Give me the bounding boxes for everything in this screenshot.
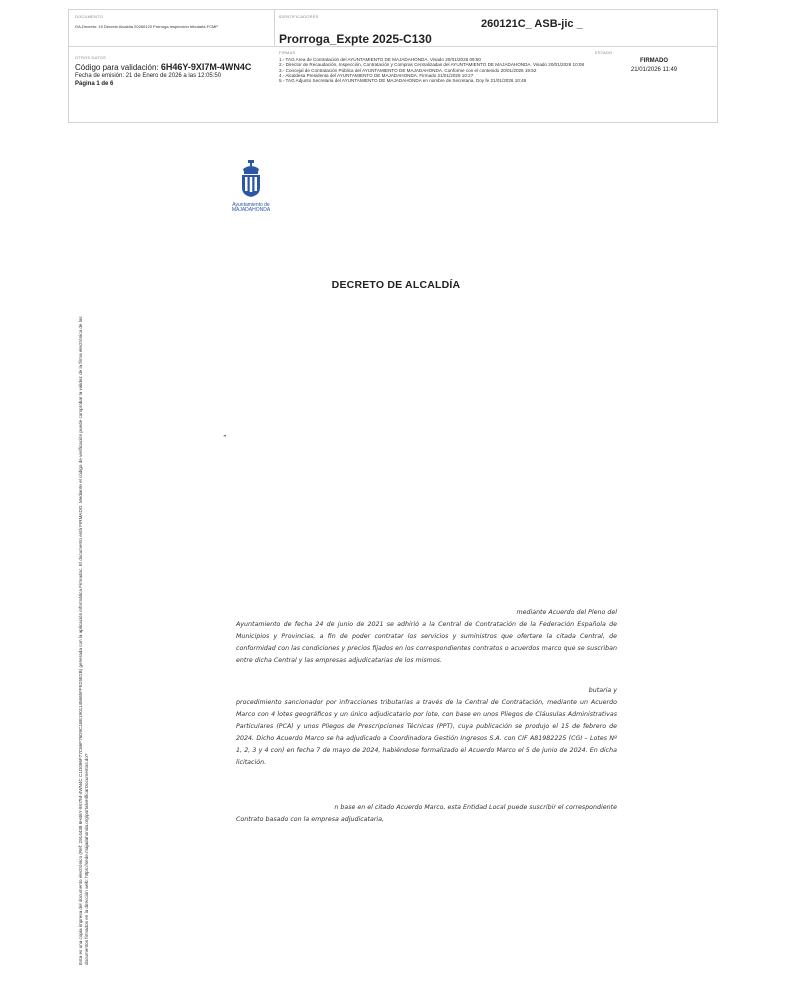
estado-value: FIRMADO bbox=[640, 58, 668, 64]
validation-code-value: 6H46Y-9XI7M-4WN4C bbox=[160, 62, 252, 72]
firma-item: 2.- Director de Recaudación, Inspección, Contratación y Compras Centralizadas del AYUNTAMIENTO DE MAJADAHONDA. Visado 20/01/2026 10:08 bbox=[279, 62, 585, 68]
validation-prefix: Código para validación: bbox=[75, 63, 159, 72]
header-divider bbox=[274, 10, 275, 46]
paragraph-2-body: procedimiento sancionador por infracciones tributarias a través de la Central de Contratación, mediante un Acuerdo Marco con 4 lotes geográficos y un único adjudicatario por lote, con base en unos Pliegos de Cláusulas Administrativas Particulares (PCA) y unos Pliegos de Prescripciones Técnicas (PPT), cuya publicación se produjo el 15 de febrero de 2024. Dicho Acuerdo Marco se ha adjudicado a Coordinadora Gestión Ingresos S.A. con CIF A81982225 (CGI – Lotes Nº 1, 2, 3 y 4 con) en fecha 7 de mayo de 2024, habiéndose formalizado el Acuerdo Marco el 5 de junio de 2024. En dicha licitación. bbox=[236, 699, 617, 766]
otros-datos-label: OTROS DATOS bbox=[75, 55, 106, 60]
logo-line2: MAJADAHONDA bbox=[231, 207, 271, 213]
documento-label: DOCUMENTO bbox=[75, 14, 103, 19]
paragraph-2-lead: butaria y bbox=[588, 687, 617, 694]
quote-mark: ” bbox=[223, 434, 226, 443]
firma-item: 1.- TAG Area de Contratacion del AYUNTAMIENTO DE MAJADAHONDA. Visado 20/01/2026 09:50 bbox=[279, 57, 481, 62]
ident-code: 260121C_ ASB-jic _ bbox=[481, 18, 583, 30]
ident-title: Prorroga_Expte 2025-C130 bbox=[279, 32, 432, 46]
municipal-logo bbox=[226, 160, 276, 213]
paragraph-1-body: Ayuntamiento de fecha 24 de junio de 2021 se adhirió a la Central de Contratación de la Federación Española de Municipios y Provincias, a fin de poder contratar los servicios y suministros que ofertare la citada Central, de conformidad con las condiciones y precios fijados en los correspondientes contratos o acuerdos marco que se suscriban entre dicha Central y las empresas adjudicatarias de los mismos. bbox=[236, 621, 617, 664]
firma-item: 3.- Concejal de Contratación Pública del AYUNTAMIENTO DE MAJADAHONDA. Conforme con el contenido 20/01/2026 19:52 bbox=[279, 67, 537, 73]
document-title: DECRETO DE ALCALDÍA bbox=[331, 279, 461, 291]
signature-header bbox=[68, 9, 718, 123]
paragraph-2 bbox=[236, 685, 617, 769]
estado-date: 21/01/2026 11:49 bbox=[630, 67, 678, 73]
vertical-verification-note: Esta es una copia impresa del documento electrónico (Ref: 2914438 6H46Y-9XI7M-4WN4C C1D096F77C66F76D9C1BE1901145665FFE25E2B) generada con la aplicación informática Firmadoc. El documento está FIRMADO. Mediante el código de verificación puede comprobar la validez de la firma electrónica de los documentos firmados en la dirección web: https://sede.majadahonda.org/portalverificarDocumentos.do? bbox=[78, 316, 89, 965]
identificadores-label: IDENTIFICADORES bbox=[279, 14, 319, 19]
firma-item: 4.- Alcaldesa Presidenta del AYUNTAMIENTO DE MAJADAHONDA. Firmado 21/01/2026 10:27 bbox=[279, 72, 474, 78]
paragraph-3 bbox=[236, 802, 617, 826]
estado-label: ESTADO bbox=[595, 50, 613, 55]
page-count: Página 1 de 6 bbox=[75, 81, 114, 87]
validation-code bbox=[75, 62, 251, 72]
crown-shield-icon bbox=[239, 160, 263, 198]
paragraph-1 bbox=[236, 607, 617, 667]
documento-text: OA-Decreto: 19 Decreto Alcaldía 20260120 Prórroga Inspección tributaria FCMP bbox=[75, 24, 218, 29]
logo-line1: Ayuntamiento de bbox=[232, 202, 270, 208]
paragraph-3-body: Contrato basado con la empresa adjudicataria, bbox=[236, 816, 385, 823]
firmas-label: FIRMAS bbox=[279, 50, 296, 55]
paragraph-1-lead: mediante Acuerdo del Pleno del bbox=[516, 609, 617, 616]
header-top-row bbox=[69, 10, 717, 47]
firma-item: 5.- TAG Adjunto Secretaria del AYUNTAMIENTO DE MAJADAHONDA en nombre de Secretaria. Doy fe 21/01/2026 10:48 bbox=[279, 78, 527, 84]
firmas-list bbox=[279, 57, 599, 83]
emission-date: Fecha de emisión: 21 de Enero de 2026 a las 12:05:50 bbox=[75, 73, 222, 79]
paragraph-3-lead: n base en el citado Acuerdo Marco, esta Entidad Local puede suscribir el correspondiente bbox=[334, 804, 617, 811]
